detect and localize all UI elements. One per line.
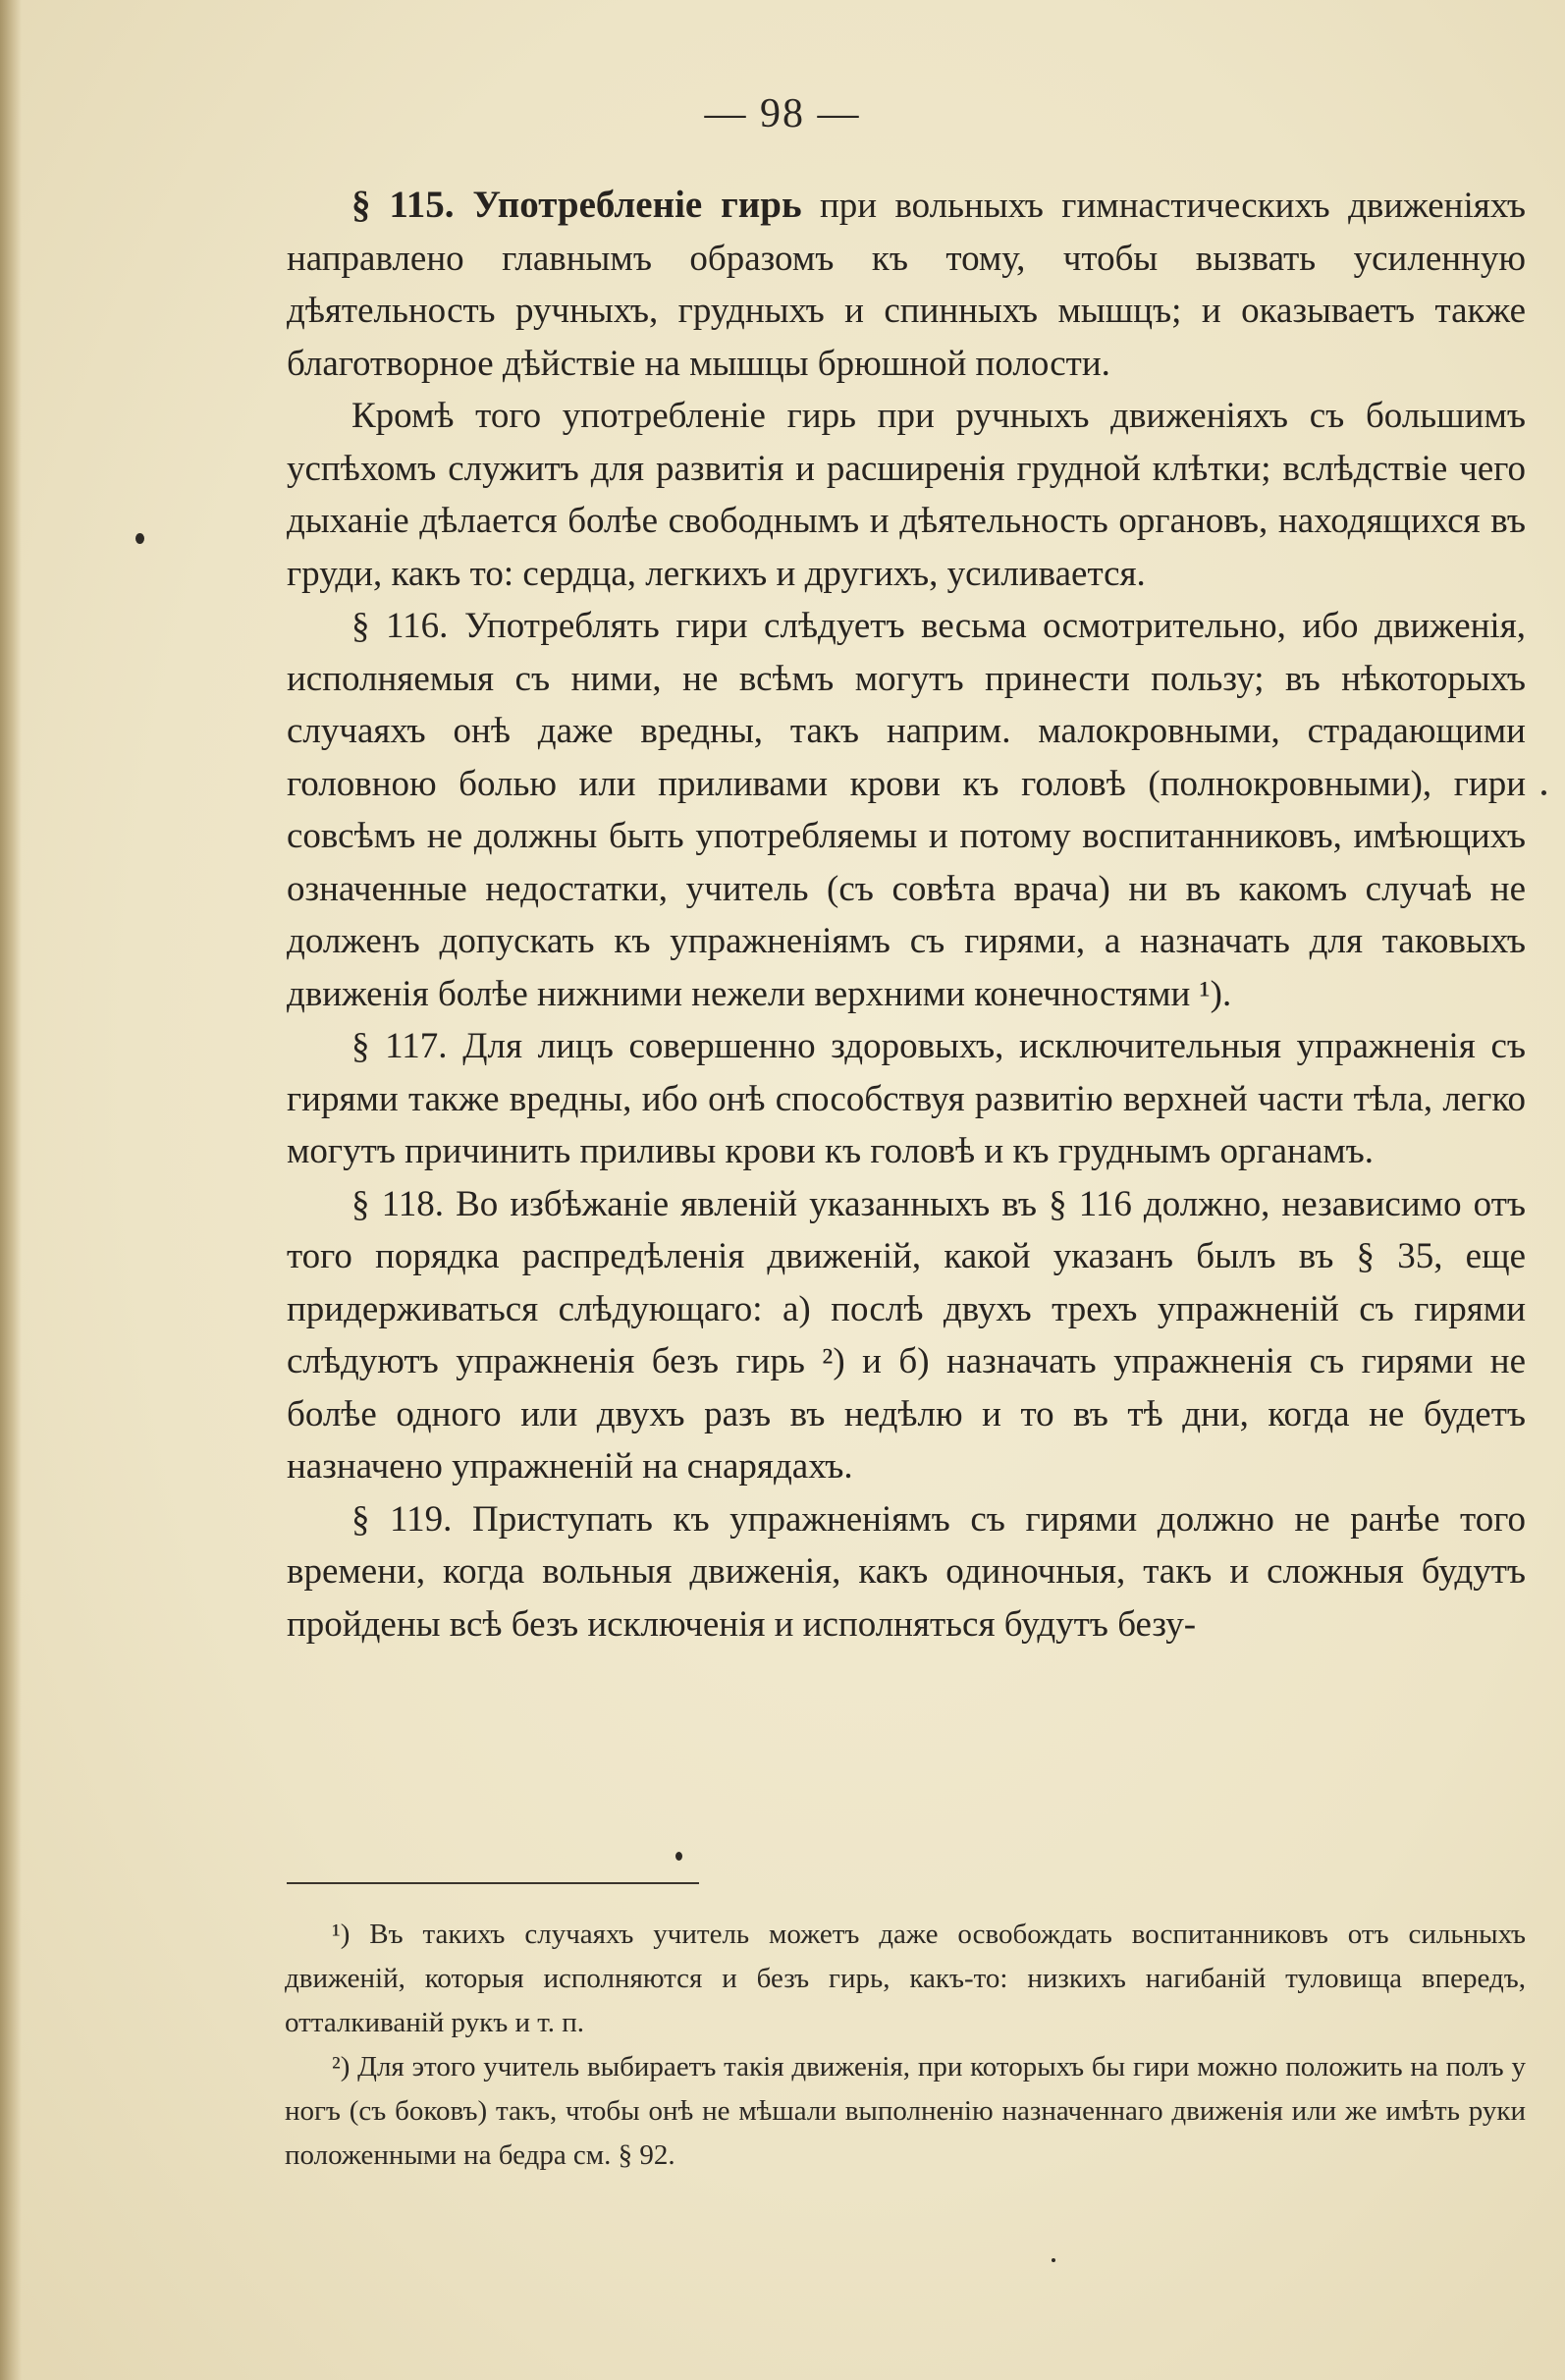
ink-spot: [1541, 790, 1546, 795]
page-spine-shadow: [0, 0, 22, 2380]
footnote-2: ²) Для этого учитель выбираетъ такія движенія, при которыхъ бы гири можно положить на полъ у ногъ (съ боковъ) такъ, чтобы онѣ не мѣшали выполненію назначеннаго движенія или же имѣть руки положенными на бедра см. § 92.: [285, 2051, 1526, 2171]
paragraph-text: при вольныхъ гимнастическихъ движеніяхъ направлено главнымъ образомъ къ тому, чтобы вызвать усиленную дѣятельность ручныхъ, грудныхъ и спинныхъ мышцъ; и оказываетъ также благотворное дѣйствіе на мышцы брюшной полости.: [287, 186, 1526, 384]
paragraph-116: [287, 600, 1526, 1020]
footnote-divider: [287, 1882, 699, 1884]
paragraph-text: § 118. Во избѣжаніе явленій указанныхъ въ § 116 должно, независимо отъ того порядка распредѣленія движеній, какой указанъ былъ въ § 35, еще придерживаться слѣдующаго: а) послѣ двухъ трехъ упражненій съ гирями слѣдуютъ упражненія безъ гирь ²) и б) назначать упражненія съ гирями не болѣе одного или двухъ разъ въ недѣлю и то въ тѣ дни, когда не будетъ назначено упражненій на снарядахъ.: [287, 1183, 1526, 1487]
footnotes: [285, 1913, 1526, 2178]
paragraph-text: Кромѣ того употребленіе гирь при ручныхъ движеніяхъ съ большимъ успѣхомъ служитъ для развитія и расширенія грудной клѣтки; вслѣдствіе чего дыханіе дѣлается болѣе свободнымъ и дѣятельность органовъ, находящихся въ груди, какъ то: сердца, легкихъ и другихъ, усиливается.: [287, 396, 1526, 594]
paragraph-115-continued: [287, 390, 1526, 600]
ink-spot: [675, 1852, 682, 1861]
footnote-1: ¹) Въ такихъ случаяхъ учитель можетъ даже освобождать воспитанниковъ отъ сильныхъ движеній, которыя исполняются и безъ гирь, какъ-то: низкихъ нагибаній туловища впередъ, отталкиваній рукъ и т. п.: [285, 1919, 1526, 2038]
paragraph-118: [287, 1178, 1526, 1493]
paragraph-text: § 116. Употреблять гири слѣдуетъ весьма осмотрительно, ибо движенія, исполняемыя съ ними, не всѣмъ могутъ принести пользу; въ нѣкоторыхъ случаяхъ онѣ даже вредны, такъ наприм. малокровными, страдающими головною болью или приливами крови къ головѣ (полнокровными), гири совсѣмъ не должны быть употребляемы и потому воспитанниковъ, имѣющихъ означенные недостатки, учитель (съ совѣта врача) ни въ какомъ случаѣ не долженъ допускать къ упражненіямъ съ гирями, а назначать для таковыхъ движенія болѣе нижними нежели верхними конечностями ¹).: [287, 606, 1526, 1014]
paragraph-lead: § 115. Употребленіе гирь: [351, 184, 802, 226]
paragraph-119: [287, 1493, 1526, 1651]
main-text: [287, 179, 1526, 1650]
ink-spot: [1052, 2258, 1055, 2262]
paragraph-117: [287, 1020, 1526, 1178]
page-number: — 98 —: [704, 91, 861, 136]
ink-spot: [135, 533, 144, 544]
paragraph-115: [287, 179, 1526, 390]
paragraph-text: § 117. Для лицъ совершенно здоровыхъ, исключительныя упражненія съ гирями также вредны, ибо онѣ способствуя развитію верхней части тѣла, легко могутъ причинить приливы крови къ головѣ и къ груднымъ органамъ.: [287, 1026, 1526, 1171]
paragraph-text: § 119. Приступать къ упражненіямъ съ гирями должно не ранѣе того времени, когда вольныя движенія, какъ одиночныя, такъ и сложныя будутъ пройдены всѣ безъ исключенія и исполняться будутъ безу-: [287, 1498, 1526, 1645]
